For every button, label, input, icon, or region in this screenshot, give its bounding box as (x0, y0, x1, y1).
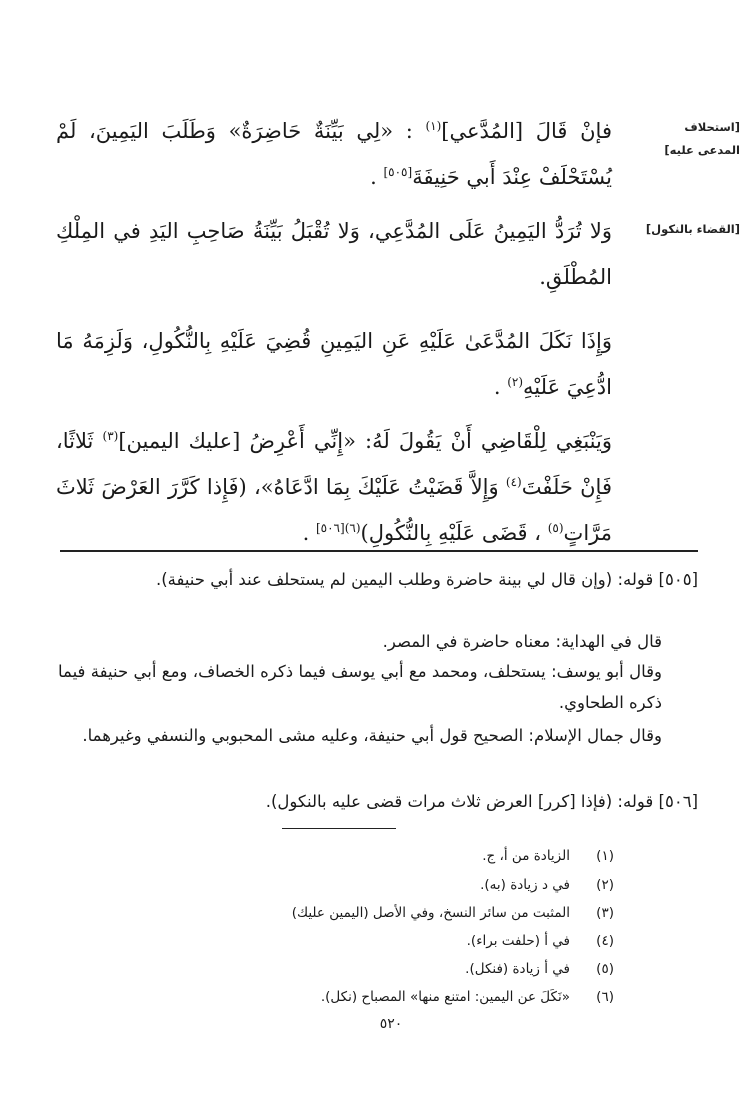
matn-paragraph-1 (56, 108, 612, 200)
footnote-4 (54, 927, 614, 956)
commentary-506-heading: [٥٠٦] قوله: (فإذا [كرر] العرض ثلاث مرات قضى عليه بالنكول). (265, 792, 698, 811)
footnote-5 (54, 955, 614, 984)
matn-paragraph-3 (56, 318, 612, 410)
matn-paragraph-2 (56, 208, 612, 300)
footnote-ref: (١) (425, 119, 442, 133)
footnote-text: في أ زيادة (فنكل). (465, 961, 570, 977)
matn-paragraph-4 (56, 418, 612, 556)
side-note-oath: [استحلاف المدعى عليه] (664, 120, 740, 157)
footnote-ref: (٣) (102, 429, 119, 443)
footnote-number: (٥) (596, 961, 614, 977)
matn-punct: . (370, 165, 377, 189)
matn-text: وَإِلاَّ قَضَيْتُ عَلَيْكَ بِمَا ادَّعَاهُ»، (فَإِذا كَرَّرَ العَرْضَ ثَلاثَ مَرَّاتٍ (56, 475, 612, 545)
matn-text: وَيَنْبَغِي لِلْقَاضِي أَنْ يَقُولَ لَهُ: «إِنِّي أَعْرِضُ [عليك اليمين] (118, 429, 612, 453)
commentary-505-line-1: قال في الهداية: معناه حاضرة في المصر. (382, 632, 662, 651)
footnote-text: المثبت من سائر النسخ، وفي الأصل (اليمين عليك) (291, 905, 570, 921)
commentary-505-heading: [٥٠٥] قوله: (وإن قال لي بينة حاضرة وطلب اليمين لم يستحلف عند أبي حنيفة). (155, 570, 698, 589)
footnote-3 (54, 899, 614, 928)
footnote-1 (54, 842, 614, 871)
matn-text: ، قَضَى عَلَيْهِ بِالنُّكُولِ) (360, 521, 542, 545)
side-note-nukul: [القضاء بالنكول] (645, 222, 740, 236)
matn-text: : «لِي بَيِّنَةٌ حَاضِرَةٌ» وَطَلَبَ اليَمِينَ، لَمْ يُسْتَحْلَفْ عِنْدَ أَبي حَنِيفَةَ (56, 119, 612, 189)
matn-punct: . (302, 521, 310, 545)
matn-text: فإنْ قَالَ [المُدَّعي] (441, 119, 612, 143)
matn-text: وَلا تُرَدُّ اليَمِينُ عَلَى المُدَّعِي، وَلا تُقْبَلُ بَيِّنَةُ صَاحِبِ اليَدِ في المِلْكِ المُطْلَقِ. (56, 219, 612, 289)
footnote-divider (282, 828, 396, 829)
footnote-number: (٣) (596, 905, 614, 921)
footnote-6 (54, 983, 614, 1012)
commentary-ref: [٥٠٥] (383, 165, 413, 179)
page-number: ٥٢٠ (379, 1016, 403, 1032)
footnote-number: (٦) (596, 989, 614, 1005)
footnote-text: الزيادة من أ، ج. (482, 848, 570, 864)
footnote-ref: (٢) (507, 375, 524, 389)
matn-text: وَإِذَا نَكَلَ المُدَّعَىٰ عَلَيْهِ عَنِ اليَمِينِ قُضِيَ عَلَيْهِ بِالنُّكُولِ، وَلَزِمَهُ مَا ادُّعِيَ عَلَيْهِ (56, 329, 612, 399)
matn-text: ثَلاثًا، فَإِنْ حَلَفْتَ (56, 429, 612, 499)
footnote-ref: (٦) (344, 521, 361, 535)
footnote-text: في أ (حلفت براء). (466, 933, 570, 949)
commentary-505-line-2: وقال أبو يوسف: يستحلف، ومحمد مع أبي يوسف فيما ذكره الخصاف، ومع أبي حنيفة فيما ذكره الطحاوي. (58, 662, 662, 712)
footnote-text: «نَكَلَ عن اليمين: امتنع منها» المصباح (نكل). (320, 989, 570, 1005)
section-divider (60, 550, 698, 552)
commentary-ref: [٥٠٦] (315, 521, 345, 535)
footnote-ref: (٥) (547, 521, 564, 535)
footnote-ref: (٤) (505, 475, 522, 489)
footnote-number: (١) (596, 848, 614, 864)
commentary-505-line-3: وقال جمال الإسلام: الصحيح قول أبي حنيفة، وعليه مشى المحبوبي والنسفي وغيرهما. (82, 726, 662, 745)
footnote-number: (٢) (596, 877, 614, 893)
footnote-number: (٤) (596, 933, 614, 949)
matn-punct: . (493, 375, 501, 399)
footnote-text: في د زيادة (به). (480, 877, 570, 893)
footnote-2 (54, 871, 614, 900)
